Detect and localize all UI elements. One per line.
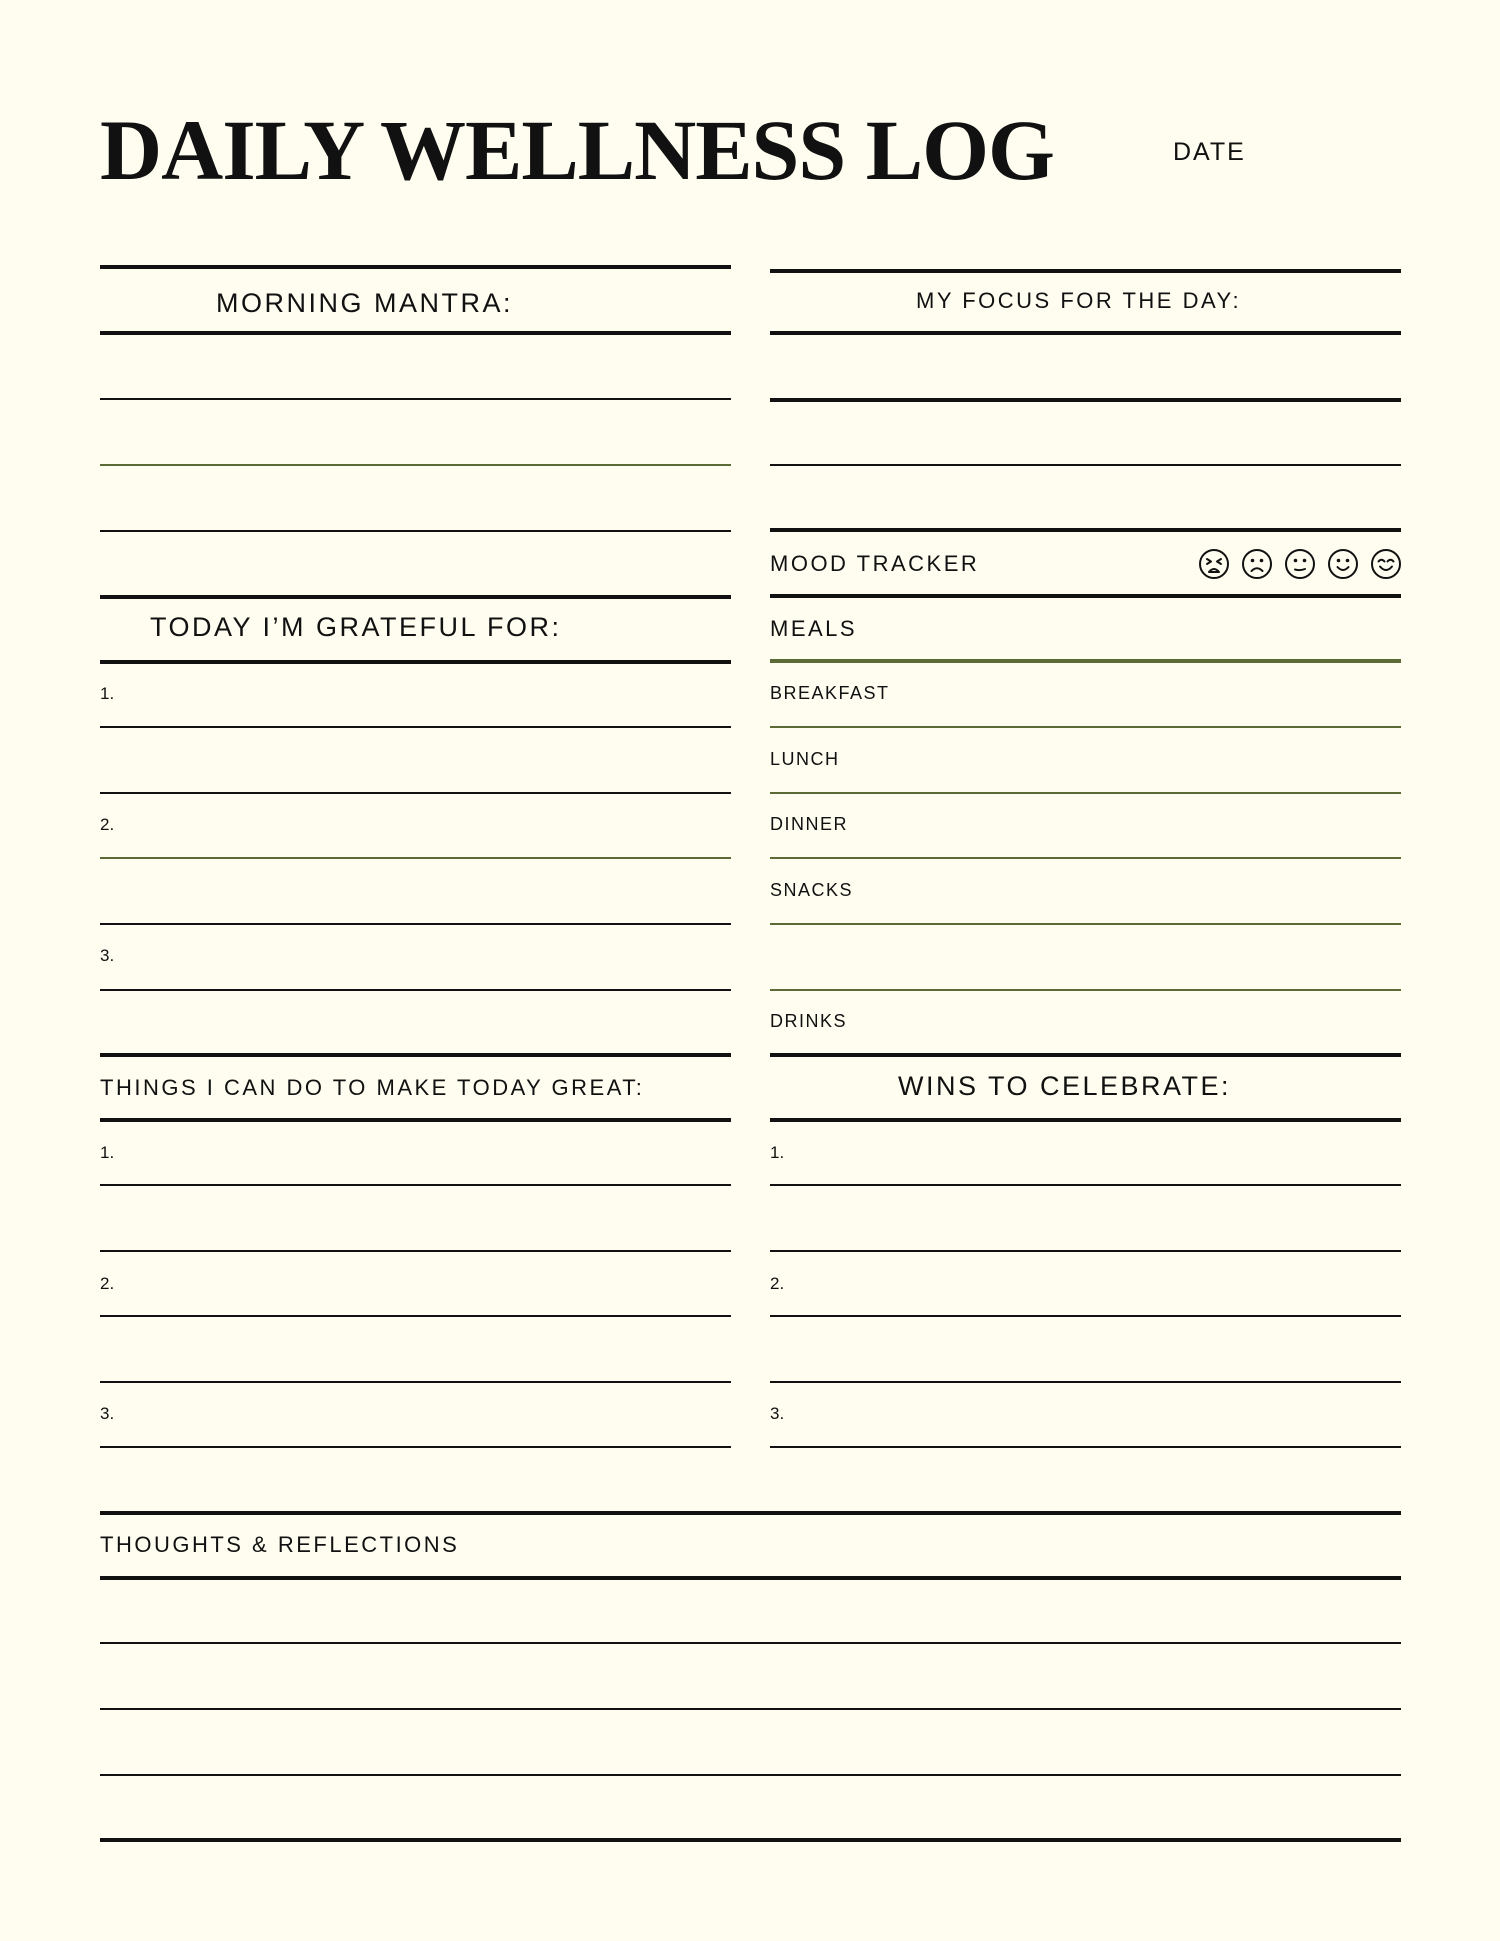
grateful-number-3: 3.: [100, 946, 115, 965]
wins-header-rule: [770, 1118, 1401, 1122]
grateful-line-5[interactable]: [100, 989, 731, 991]
reflections-bottom-rule: [100, 1838, 1401, 1842]
wins-line-5[interactable]: [770, 1446, 1401, 1448]
great-heading: THINGS I CAN DO TO MAKE TODAY GREAT:: [100, 1075, 645, 1100]
grateful-line-1[interactable]: [100, 726, 731, 728]
focus-header-rule: [770, 331, 1401, 335]
great-line-3[interactable]: [100, 1315, 731, 1317]
wins-line-3[interactable]: [770, 1315, 1401, 1317]
reflections-line-3[interactable]: [100, 1774, 1401, 1776]
meal-label-drinks: DRINKS: [770, 1011, 848, 1031]
meal-label-snacks: SNACKS: [770, 880, 854, 900]
grateful-header-rule: [100, 660, 731, 664]
meal-label-lunch: LUNCH: [770, 749, 840, 769]
meals-header-rule: [770, 659, 1401, 663]
mood-tracker-label: MOOD TRACKER: [770, 551, 980, 576]
mantra-line-2[interactable]: [100, 464, 731, 466]
great-line-4[interactable]: [100, 1381, 731, 1383]
great-line-1[interactable]: [100, 1184, 731, 1186]
mood-faces: [1198, 548, 1402, 580]
grateful-line-3[interactable]: [100, 857, 731, 859]
reflections-line-2[interactable]: [100, 1708, 1401, 1710]
snacks-line-1[interactable]: [770, 923, 1401, 925]
grateful-line-4[interactable]: [100, 923, 731, 925]
sad-face-icon[interactable]: [1241, 548, 1273, 580]
focus-line-2[interactable]: [770, 464, 1401, 466]
mantra-line-1[interactable]: [100, 398, 731, 400]
focus-top-rule: [770, 269, 1401, 273]
smile-face-icon[interactable]: [1327, 548, 1359, 580]
lunch-line[interactable]: [770, 792, 1401, 794]
great-header-rule: [100, 1118, 731, 1122]
grateful-number-1: 1.: [100, 684, 115, 703]
meal-label-breakfast: BREAKFAST: [770, 683, 890, 703]
wins-top-rule: [770, 1053, 1401, 1057]
reflections-top-rule: [100, 1511, 1401, 1515]
morning-mantra-heading: MORNING MANTRA:: [216, 288, 513, 318]
wins-line-2[interactable]: [770, 1250, 1401, 1252]
focus-heading: MY FOCUS FOR THE DAY:: [916, 288, 1242, 313]
reflections-heading: THOUGHTS & REFLECTIONS: [100, 1532, 460, 1557]
mood-bottom-rule: [770, 594, 1401, 598]
great-number-2: 2.: [100, 1274, 115, 1293]
focus-line-1[interactable]: [770, 398, 1401, 402]
mantra-header-rule: [100, 331, 731, 335]
meals-heading: MEALS: [770, 616, 858, 641]
snacks-line-2[interactable]: [770, 989, 1401, 991]
date-label: DATE: [1173, 138, 1246, 166]
mood-top-rule: [770, 528, 1401, 532]
mantra-line-3[interactable]: [100, 530, 731, 532]
great-number-3: 3.: [100, 1404, 115, 1423]
reflections-line-1[interactable]: [100, 1642, 1401, 1644]
great-line-2[interactable]: [100, 1250, 731, 1252]
neutral-face-icon[interactable]: [1284, 548, 1316, 580]
happy-face-icon[interactable]: [1370, 548, 1402, 580]
tired-face-icon[interactable]: [1198, 548, 1230, 580]
great-top-rule: [100, 1053, 731, 1057]
reflections-header-rule: [100, 1576, 1401, 1580]
wins-number-3: 3.: [770, 1404, 785, 1423]
great-line-5[interactable]: [100, 1446, 731, 1448]
grateful-line-2[interactable]: [100, 792, 731, 794]
grateful-top-rule: [100, 595, 731, 599]
breakfast-line[interactable]: [770, 726, 1401, 728]
wins-number-2: 2.: [770, 1274, 785, 1293]
grateful-heading: TODAY I’M GRATEFUL FOR:: [150, 612, 562, 642]
wins-line-4[interactable]: [770, 1381, 1401, 1383]
wins-number-1: 1.: [770, 1143, 785, 1162]
page-title: DAILY WELLNESS LOG: [100, 102, 1054, 198]
great-number-1: 1.: [100, 1143, 115, 1162]
wins-line-1[interactable]: [770, 1184, 1401, 1186]
grateful-number-2: 2.: [100, 815, 115, 834]
mantra-top-rule: [100, 265, 731, 269]
meal-label-dinner: DINNER: [770, 814, 849, 834]
dinner-line[interactable]: [770, 857, 1401, 859]
wins-heading: WINS TO CELEBRATE:: [898, 1071, 1232, 1101]
